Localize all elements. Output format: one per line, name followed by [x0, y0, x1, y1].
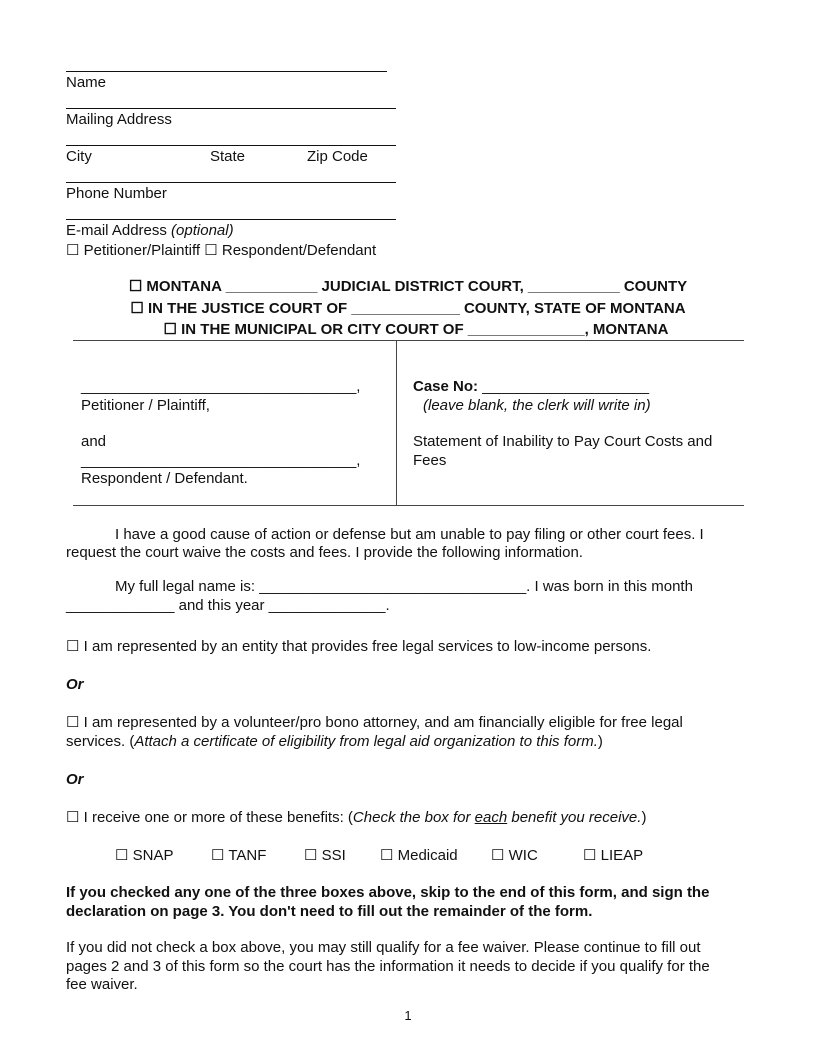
benefit-tanf-checkbox[interactable]: ☐ TANF — [211, 847, 267, 864]
caption-divider — [396, 340, 397, 505]
mailing-address-label: Mailing Address — [66, 111, 172, 128]
benefit-wic-checkbox[interactable]: ☐ WIC — [491, 847, 538, 864]
document-title-line1: Statement of Inability to Pay Court Costs and — [413, 433, 713, 450]
legal-name-line2[interactable]: _____________ and this year ______________. — [66, 597, 390, 614]
zip-label: Zip Code — [307, 148, 368, 165]
continue-instruction-line3: fee waiver. — [66, 976, 138, 993]
intro-line2: request the court waive the costs and fees. I provide the following information. — [66, 544, 583, 561]
state-label: State — [210, 148, 246, 165]
page-number: 1 — [404, 1008, 412, 1023]
caption-bottom-rule — [73, 505, 744, 506]
petitioner-name-field[interactable]: _________________________________, — [81, 378, 361, 395]
intro-line1: I have a good cause of action or defense but am unable to pay filing or other court fees. I — [115, 526, 704, 543]
respondent-checkbox[interactable]: ☐ Respondent/Defendant — [204, 242, 377, 259]
benefit-medicaid-checkbox[interactable]: ☐ Medicaid — [380, 847, 458, 864]
continue-instruction-line1: If you did not check a box above, you may still qualify for a fee waiver. Please continue to fill out — [66, 939, 701, 956]
case-number-label: Case No: — [413, 378, 479, 395]
caption-top-rule — [73, 340, 744, 341]
case-number-field[interactable]: ____________________ — [478, 378, 650, 395]
legal-name-line1[interactable]: My full legal name is: ________________________________. I was born in this month — [115, 578, 693, 595]
district-court-option[interactable]: ☐ MONTANA ___________ JUDICIAL DISTRICT COURT, ___________ COUNTY — [128, 278, 688, 295]
mailing-address-line[interactable] — [66, 108, 396, 109]
phone-line[interactable] — [66, 182, 396, 183]
option-benefits[interactable]: ☐ I receive one or more of these benefits: (Check the box for each benefit you receive.) — [66, 809, 647, 826]
skip-instruction-line2: declaration on page 3. You don't need to fill out the remainder of the form. — [66, 903, 593, 920]
case-number-note: (leave blank, the clerk will write in) — [423, 397, 651, 414]
respondent-name-field[interactable]: _________________________________, — [81, 452, 361, 469]
party-selector — [66, 242, 376, 261]
or-separator-1: Or — [66, 676, 84, 693]
benefit-snap-checkbox[interactable]: ☐ SNAP — [115, 847, 174, 864]
and-label: and — [81, 433, 107, 450]
email-label: E-mail Address (optional) — [66, 222, 234, 239]
benefit-lieap-checkbox[interactable]: ☐ LIEAP — [583, 847, 644, 864]
document-title-line2: Fees — [413, 452, 447, 469]
name-label: Name — [66, 74, 107, 91]
justice-court-option[interactable]: ☐ IN THE JUSTICE COURT OF _____________ COUNTY, STATE OF MONTANA — [130, 300, 686, 317]
benefit-ssi-checkbox[interactable]: ☐ SSI — [304, 847, 346, 864]
email-line[interactable] — [66, 219, 396, 220]
case-number — [413, 378, 649, 397]
city-state-zip-line[interactable] — [66, 145, 396, 146]
option-pro-bono-line2: services. (Attach a certificate of eligibility from legal aid organization to this form.) — [66, 733, 603, 750]
or-separator-2: Or — [66, 771, 84, 788]
respondent-label: Respondent / Defendant. — [81, 470, 248, 487]
city-label: City — [66, 148, 92, 165]
option-free-legal-services[interactable]: ☐ I am represented by an entity that provides free legal services to low-income persons. — [66, 638, 652, 655]
continue-instruction-line2: pages 2 and 3 of this form so the court has the information it needs to decide if you qualify for the — [66, 958, 710, 975]
email-optional-note: (optional) — [171, 222, 234, 239]
option-pro-bono-line1[interactable]: ☐ I am represented by a volunteer/pro bono attorney, and am financially eligible for free legal — [66, 714, 683, 731]
skip-instruction-line1: If you checked any one of the three boxes above, skip to the end of this form, and sign the — [66, 884, 710, 901]
petitioner-label: Petitioner / Plaintiff, — [81, 397, 210, 414]
municipal-court-option[interactable]: ☐ IN THE MUNICIPAL OR CITY COURT OF ______________, MONTANA — [163, 321, 669, 338]
phone-label: Phone Number — [66, 185, 167, 202]
name-line[interactable] — [66, 71, 387, 72]
petitioner-checkbox[interactable]: ☐ Petitioner/Plaintiff — [66, 242, 201, 259]
